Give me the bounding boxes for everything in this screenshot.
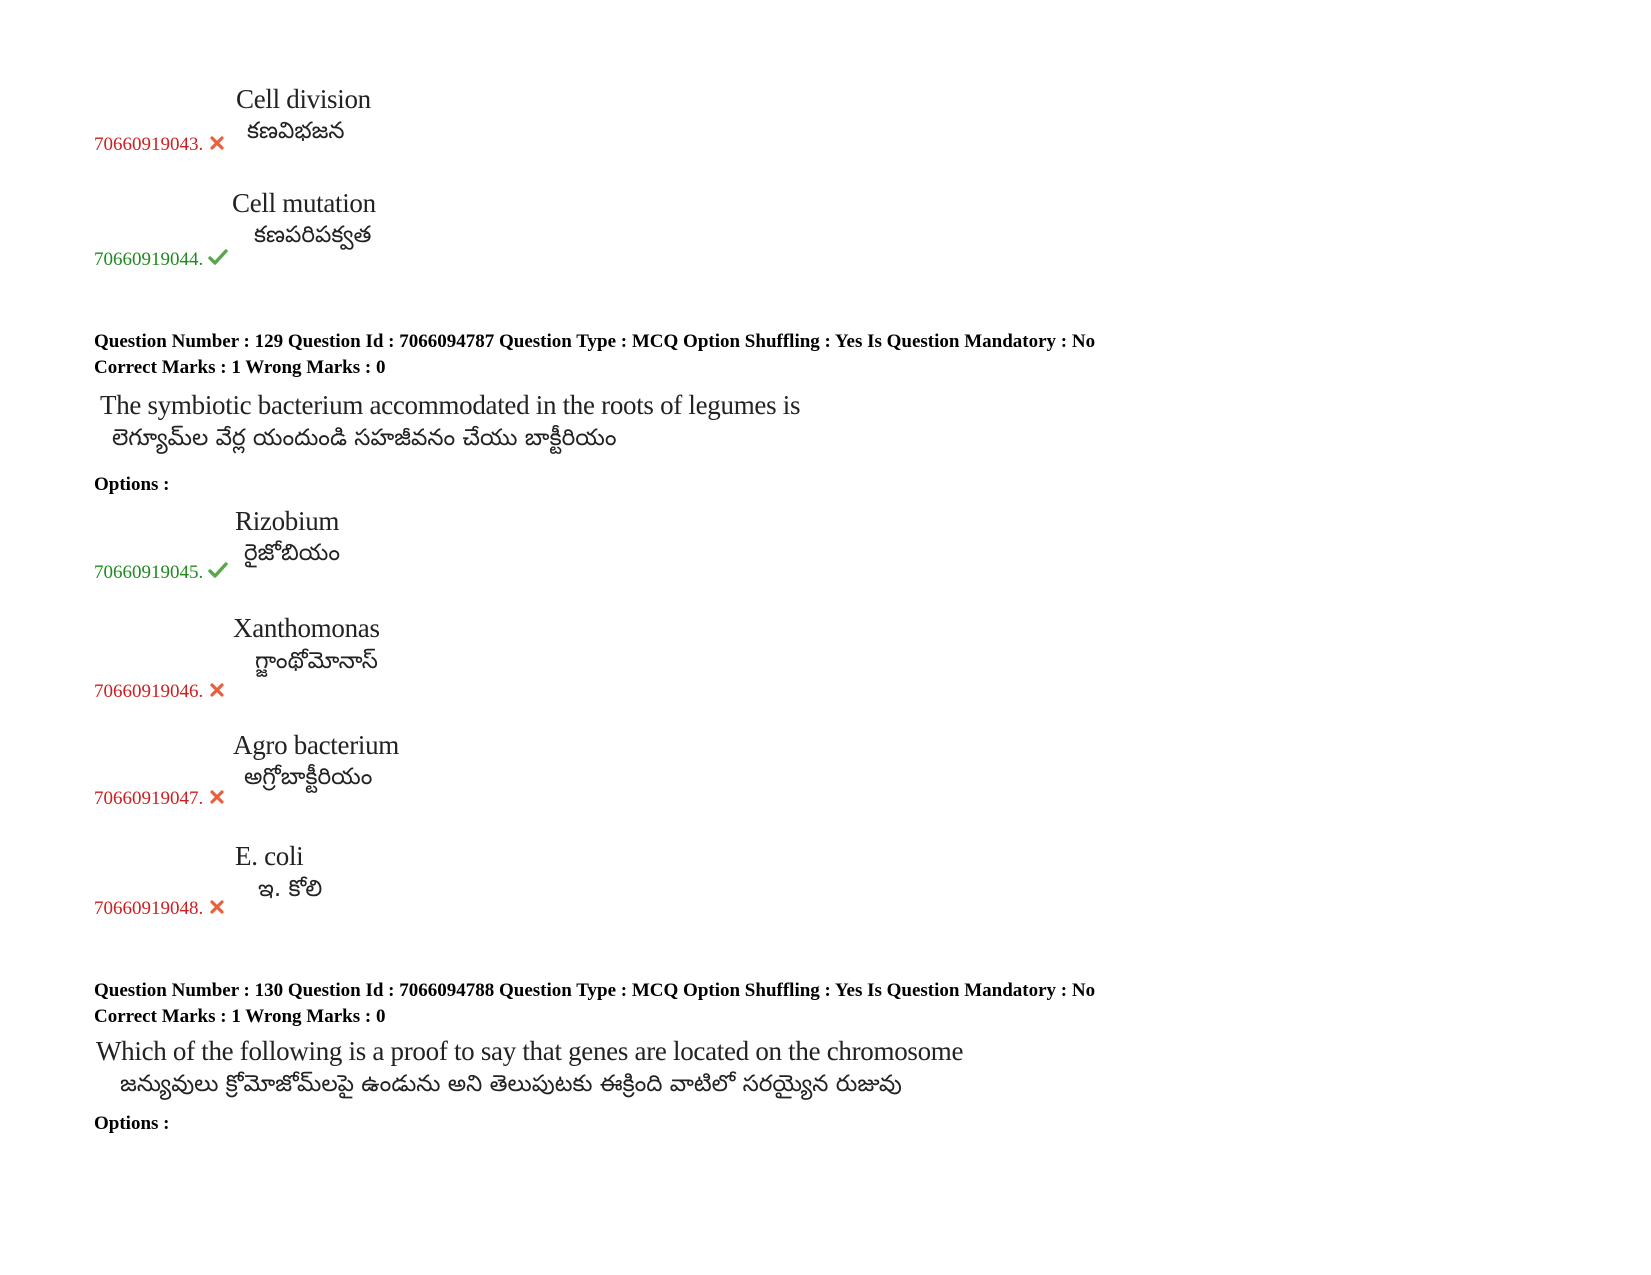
option-id: 70660919047. xyxy=(94,788,204,809)
option-text-te: ఇ. కోలి xyxy=(258,876,323,902)
option-text-te: కణపరిపక్వత xyxy=(254,222,372,248)
cross-icon xyxy=(209,135,225,151)
option-text-en: E. coli xyxy=(235,841,304,871)
question-meta: Question Number : 130 Question Id : 7066094788 Question Type : MCQ Option Shuffling : Yes Is Question Mandatory : No xyxy=(94,980,1096,1001)
cross-icon xyxy=(209,899,225,915)
check-icon xyxy=(208,249,228,265)
check-icon xyxy=(208,562,228,578)
cross-icon xyxy=(209,789,225,805)
question-meta: Question Number : 129 Question Id : 7066094787 Question Type : MCQ Option Shuffling : Yes Is Question Mandatory : No xyxy=(94,331,1096,352)
option-id: 70660919045. xyxy=(94,562,204,583)
cross-icon xyxy=(209,682,225,698)
option-text-en: Rizobium xyxy=(235,506,340,536)
question-text-te: జన్యువులు క్రోమోజోమ్‌లపై ఉండును అని తెలుపుటకు ఈక్రింది వాటిలో సరయ్యైన రుజువు xyxy=(120,1071,902,1097)
option-text-en: Agro bacterium xyxy=(233,730,399,760)
options-label: Options : xyxy=(94,474,170,495)
question-marks: Correct Marks : 1 Wrong Marks : 0 xyxy=(94,1006,386,1027)
option-text-en: Cell division xyxy=(236,84,371,114)
options-label: Options : xyxy=(94,1113,170,1134)
option-text-en: Xanthomonas xyxy=(233,613,380,643)
option-text-te: అగ్రోబాక్టీరియం xyxy=(244,764,373,790)
option-id: 70660919044. xyxy=(94,249,204,270)
option-text-te: కణవిభజన xyxy=(247,118,345,144)
option-id: 70660919043. xyxy=(94,134,204,155)
question-text-te: లెగ్యూమ్‌ల వేర్ల యందుండి సహజీవనం చేయు బాక్టీరియం xyxy=(112,425,617,451)
option-text-te: గ్జాంథోమోనాస్ xyxy=(255,648,378,674)
option-text-te: రైజోబియం xyxy=(244,540,341,566)
option-id: 70660919046. xyxy=(94,681,204,702)
question-marks: Correct Marks : 1 Wrong Marks : 0 xyxy=(94,357,386,378)
question-text-en: The symbiotic bacterium accommodated in the roots of legumes is xyxy=(100,390,801,420)
option-text-en: Cell mutation xyxy=(232,188,376,218)
question-text-en: Which of the following is a proof to say that genes are located on the chromosome xyxy=(96,1036,964,1066)
option-id: 70660919048. xyxy=(94,898,204,919)
